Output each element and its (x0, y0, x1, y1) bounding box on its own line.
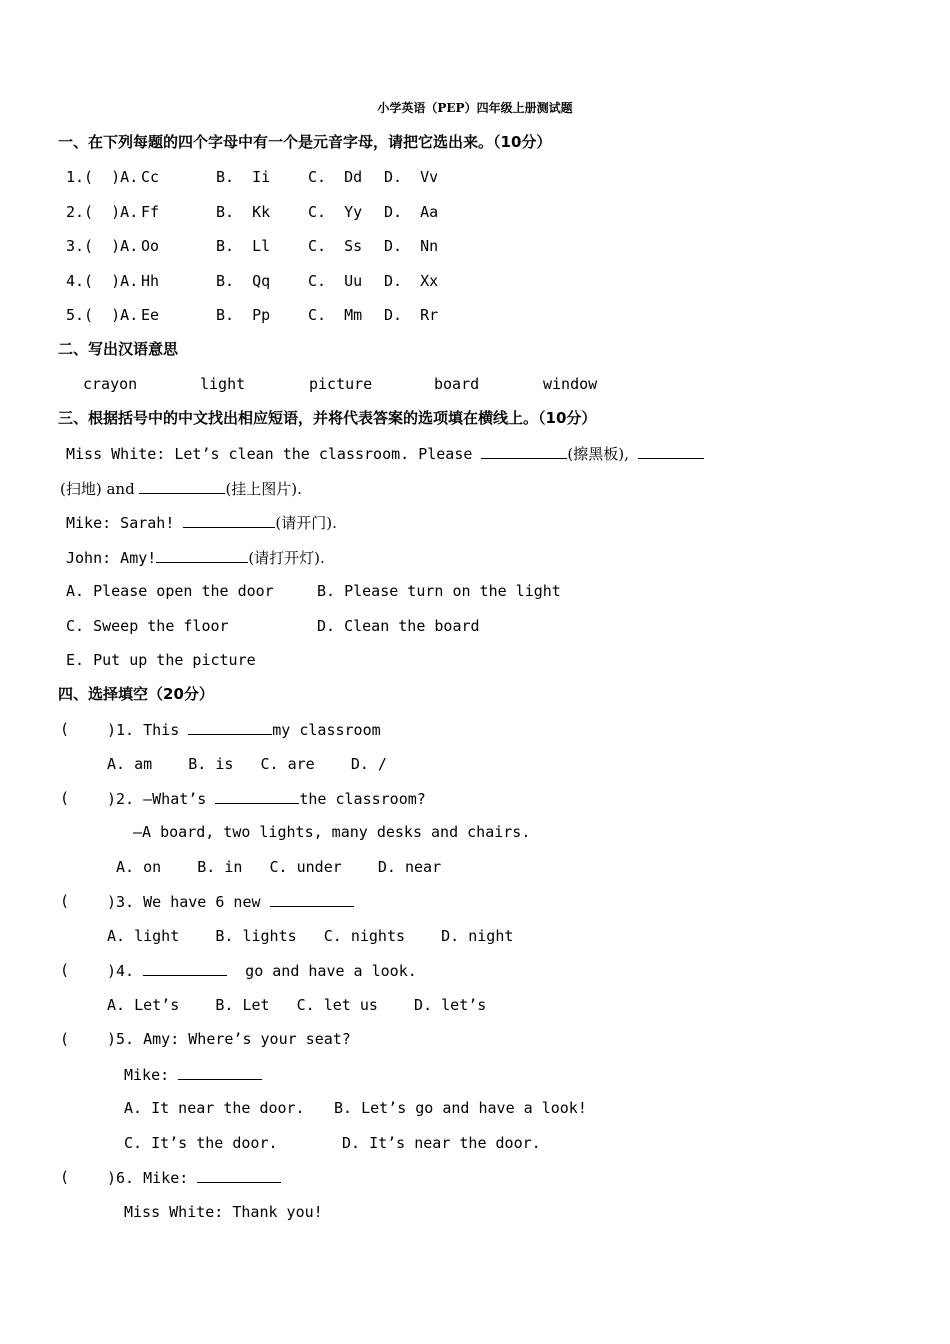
q4-6-blank[interactable] (197, 1168, 281, 1183)
q4-1-paren: ( (60, 720, 70, 738)
q4-option-a: Hh (141, 272, 160, 290)
q4-1-blank[interactable] (188, 720, 272, 735)
q4-5-option-c: C. It’s the door. (124, 1134, 278, 1152)
blank-2[interactable] (638, 444, 704, 459)
q5-option-d: D. Rr (384, 306, 439, 324)
q4-4-paren: ( (60, 961, 70, 979)
q4-2-blank[interactable] (215, 789, 299, 804)
q4-number: 4.( )A. (66, 272, 139, 290)
q2-option-d: D. Aa (384, 203, 439, 221)
q5-option-c: C. Mm (308, 306, 363, 324)
q4-6-response: Miss White: Thank you! (124, 1203, 323, 1221)
q4-3-options: A. light B. lights C. nights D. night (107, 927, 514, 945)
q4-5-stem: )5. Amy: Where’s your seat? (107, 1030, 351, 1048)
q1-option-b: B. Ii (216, 168, 271, 186)
q4-5-mike: Mike: (124, 1065, 262, 1084)
q4-5-option-b: B. Let’s go and have a look! (334, 1099, 587, 1117)
q4-6-paren: ( (60, 1168, 70, 1186)
blank-4[interactable] (183, 513, 275, 528)
q4-5-blank[interactable] (178, 1065, 262, 1080)
section-4-heading: 四、选择填空（20分） (58, 685, 214, 703)
q4-4-options: A. Let’s B. Let C. let us D. let’s (107, 996, 487, 1014)
dialogue-line-1: Miss White: Let’s clean the classroom. Please (擦黑板), (66, 444, 704, 463)
q4-3-blank[interactable] (270, 892, 354, 907)
q3-option-c: C. Ss (308, 237, 363, 255)
section-1-heading: 一、在下列每题的四个字母中有一个是元音字母，请把它选出来。（10分） (58, 133, 552, 151)
q3-option-a: Oo (141, 237, 160, 255)
q4-3-stem: )3. We have 6 new (107, 892, 354, 911)
q4-option-d: D. Xx (384, 272, 439, 290)
dialogue-line-4: John: Amy! (请打开灯). (66, 549, 325, 567)
q4-5-option-d: D. It’s near the door. (342, 1134, 541, 1152)
dialogue-line-2: (扫地) and (挂上图片). (60, 480, 302, 498)
q1-option-d: D. Vv (384, 168, 439, 186)
word-window: window (543, 375, 598, 393)
q4-option-c: C. Uu (308, 272, 363, 290)
q1-option-a: Cc (141, 168, 160, 186)
q4-5-paren: ( (60, 1030, 70, 1048)
word-picture: picture (309, 375, 373, 393)
word-board: board (434, 375, 480, 393)
dialogue-line-3: Mike: Sarah! (请开门). (66, 514, 337, 532)
q2-option-a: Ff (141, 203, 160, 221)
q4-2-response: —A board, two lights, many desks and chairs. (133, 823, 531, 841)
q3-number: 3.( )A. (66, 237, 139, 255)
q1-number: 1.( )A. (66, 168, 139, 186)
page-title: 小学英语（PEP）四年级上册测试题 (377, 101, 573, 115)
q5-number: 5.( )A. (66, 306, 139, 324)
q4-2-stem: )2. —What’s the classroom? (107, 790, 426, 808)
q4-option-b: B. Qq (216, 272, 271, 290)
q4-4-blank[interactable] (143, 961, 227, 976)
q4-2-options: A. on B. in C. under D. near (116, 858, 442, 876)
section-2-heading: 二、写出汉语意思 (58, 340, 179, 358)
section-3-heading: 三、根据括号中的中文找出相应短语，并将代表答案的选项填在横线上。（10分） (58, 409, 597, 427)
blank-5[interactable] (156, 548, 248, 563)
option-c: C. Sweep the floor (66, 617, 229, 635)
q4-2-paren: ( (60, 789, 70, 807)
word-light: light (200, 375, 246, 393)
q2-number: 2.( )A. (66, 203, 139, 221)
q4-3-paren: ( (60, 892, 70, 910)
blank-3[interactable] (139, 479, 225, 494)
blank-1[interactable] (481, 444, 567, 459)
q4-4-stem: )4. go and have a look. (107, 962, 417, 980)
q4-1-options: A. am B. is C. are D. / (107, 755, 387, 773)
option-d: D. Clean the board (317, 617, 480, 635)
option-b: B. Please turn on the light (317, 582, 561, 600)
word-crayon: crayon (83, 375, 138, 393)
q4-1-stem: )1. This my classroom (107, 721, 381, 739)
option-e: E. Put up the picture (66, 651, 256, 669)
q4-6-stem: )6. Mike: (107, 1168, 281, 1187)
option-a: A. Please open the door (66, 582, 274, 600)
q5-option-b: B. Pp (216, 306, 271, 324)
q3-option-d: D. Nn (384, 237, 439, 255)
q2-option-c: C. Yy (308, 203, 363, 221)
q2-option-b: B. Kk (216, 203, 271, 221)
q1-option-c: C. Dd (308, 168, 363, 186)
q5-option-a: Ee (141, 306, 160, 324)
q4-5-option-a: A. It near the door. (124, 1099, 305, 1117)
q3-option-b: B. Ll (216, 237, 271, 255)
